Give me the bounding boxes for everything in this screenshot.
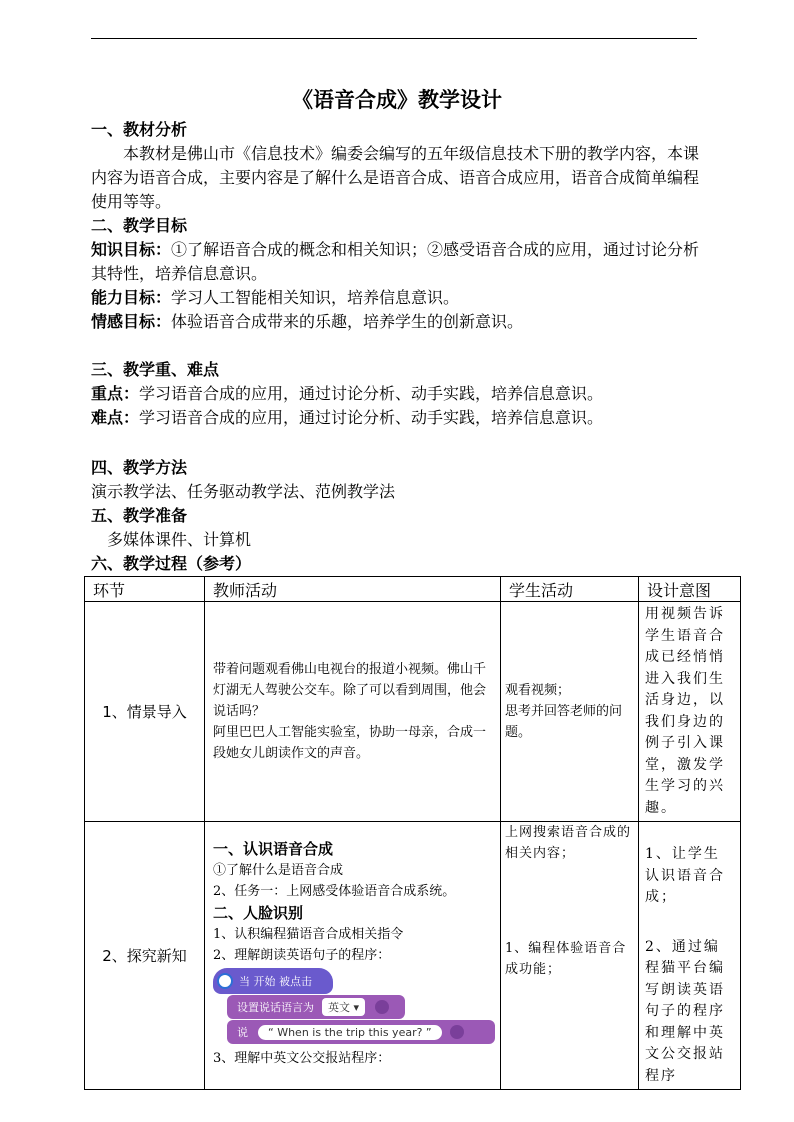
block-knob-icon	[375, 1000, 389, 1014]
goal-ability-text: 学习人工智能相关知识，培养信息意识。	[171, 288, 460, 307]
student-text: 观看视频；	[505, 683, 571, 698]
header-student: 学生活动	[501, 577, 639, 602]
key-point	[91, 382, 703, 406]
key-point-label: 重点：	[91, 384, 140, 403]
teacher-line: 2、理解朗读英语句子的程序：	[213, 948, 391, 963]
section-body-materials: 本教材是佛山市《信息技术》编委会编写的五年级信息技术下册的教学内容，本课内容为语音合成，主要内容是了解什么是语音合成、语音合成应用，语音合成简单编程使用等等。	[91, 144, 700, 211]
teacher-line: ①了解什么是语音合成	[213, 863, 344, 878]
teacher-line: 1、认积编程猫语音合成相关指令	[213, 927, 404, 942]
teacher-text: 带着问题观看佛山电视台的报道小视频。佛山千灯湖无人驾驶公交车。除了可以看到周围，他会说话吗？	[213, 662, 487, 719]
goal-knowledge-text: ①了解语音合成的概念和相关知识；②感受语音合成的应用，通过讨论分析其特性，培养信息意识。	[91, 240, 700, 283]
section-heading-materials: 一、教材分析	[91, 120, 188, 139]
block-knob-icon	[450, 1025, 464, 1039]
table-header-row	[85, 577, 741, 602]
student-text: 思考并回答老师的问题。	[505, 704, 623, 740]
section-heading-process: 六、教学过程（参考）	[91, 554, 252, 573]
table-row	[85, 822, 741, 1090]
difficult-point-text: 学习语音合成的应用，通过讨论分析、动手实践，培养信息意识。	[139, 408, 604, 427]
difficult-point-label: 难点：	[91, 408, 140, 427]
teacher-cell	[205, 822, 501, 1090]
step-cell: 1、情景导入	[85, 602, 205, 822]
goal-emotion-label: 情感目标：	[91, 312, 172, 331]
student-text: 1、编程体验语音合成功能；	[505, 941, 627, 977]
goal-emotion-text: 体验语音合成带来的乐趣，培养学生的创新意识。	[171, 312, 524, 331]
say-block	[227, 1020, 495, 1044]
header-intent: 设计意图	[639, 577, 741, 602]
intent-text: 2、通过编程猫平台编写朗读英语句子的程序和理解中英文公交报站程序	[645, 938, 725, 1084]
subheading-face: 二、人脸识别	[213, 904, 304, 922]
teacher-line: 3、理解中英文公交报站程序：	[213, 1051, 391, 1066]
goal-knowledge	[91, 238, 703, 286]
goal-ability	[91, 286, 703, 310]
table-row	[85, 602, 741, 822]
section-heading-methods: 四、教学方法	[91, 458, 188, 477]
section-heading-preparation: 五、教学准备	[91, 506, 188, 525]
step-cell: 2、探究新知	[85, 822, 205, 1090]
intent-cell	[639, 822, 741, 1090]
set-language-block	[227, 995, 405, 1019]
when-start-label: 当 开始 被点击	[239, 975, 312, 988]
intent-cell: 用视频告诉学生语音合成已经悄悄进入我们生活身边，以我们身边的例子引入课堂，激发学生学习的兴趣。	[639, 602, 741, 822]
play-icon	[217, 973, 233, 989]
teacher-line: 2、任务一：上网感受体验语音合成系统。	[213, 884, 456, 899]
section-heading-goals: 二、教学目标	[91, 216, 188, 235]
goal-knowledge-label: 知识目标：	[91, 240, 172, 259]
when-start-block	[213, 968, 333, 994]
header-step: 环节	[85, 577, 205, 602]
code-blocks	[213, 968, 492, 1046]
subheading-recognize: 一、认识语音合成	[213, 840, 334, 858]
set-language-label: 设置说话语言为	[237, 1001, 314, 1014]
teacher-cell	[205, 602, 501, 822]
section-body-methods: 演示教学法、任务驱动教学法、范例教学法	[91, 482, 396, 501]
goal-ability-label: 能力目标：	[91, 288, 172, 307]
section-body-preparation: 多媒体课件、计算机	[107, 530, 252, 549]
language-value: 英文 ▾	[322, 998, 365, 1016]
section-heading-keypoints: 三、教学重、难点	[91, 360, 220, 379]
process-table	[84, 576, 741, 1090]
intent-text: 1、让学生认识语音合成；	[645, 846, 725, 905]
student-cell	[501, 602, 639, 822]
header-teacher: 教师活动	[205, 577, 501, 602]
student-text: 上网搜索语音合成的相关内容；	[505, 825, 632, 861]
header-rule	[91, 38, 697, 39]
say-label: 说	[237, 1026, 248, 1039]
teacher-text: 阿里巴巴人工智能实验室，协助一母亲，合成一段她女儿朗读作文的声音。	[213, 725, 487, 761]
difficult-point	[91, 406, 703, 430]
goal-emotion	[91, 310, 703, 334]
key-point-text: 学习语音合成的应用，通过讨论分析、动手实践，培养信息意识。	[139, 384, 604, 403]
student-cell	[501, 822, 639, 1090]
page-title: 《语音合成》教学设计	[292, 88, 502, 112]
say-text-pill: “ When is the trip this year? ”	[258, 1025, 442, 1040]
